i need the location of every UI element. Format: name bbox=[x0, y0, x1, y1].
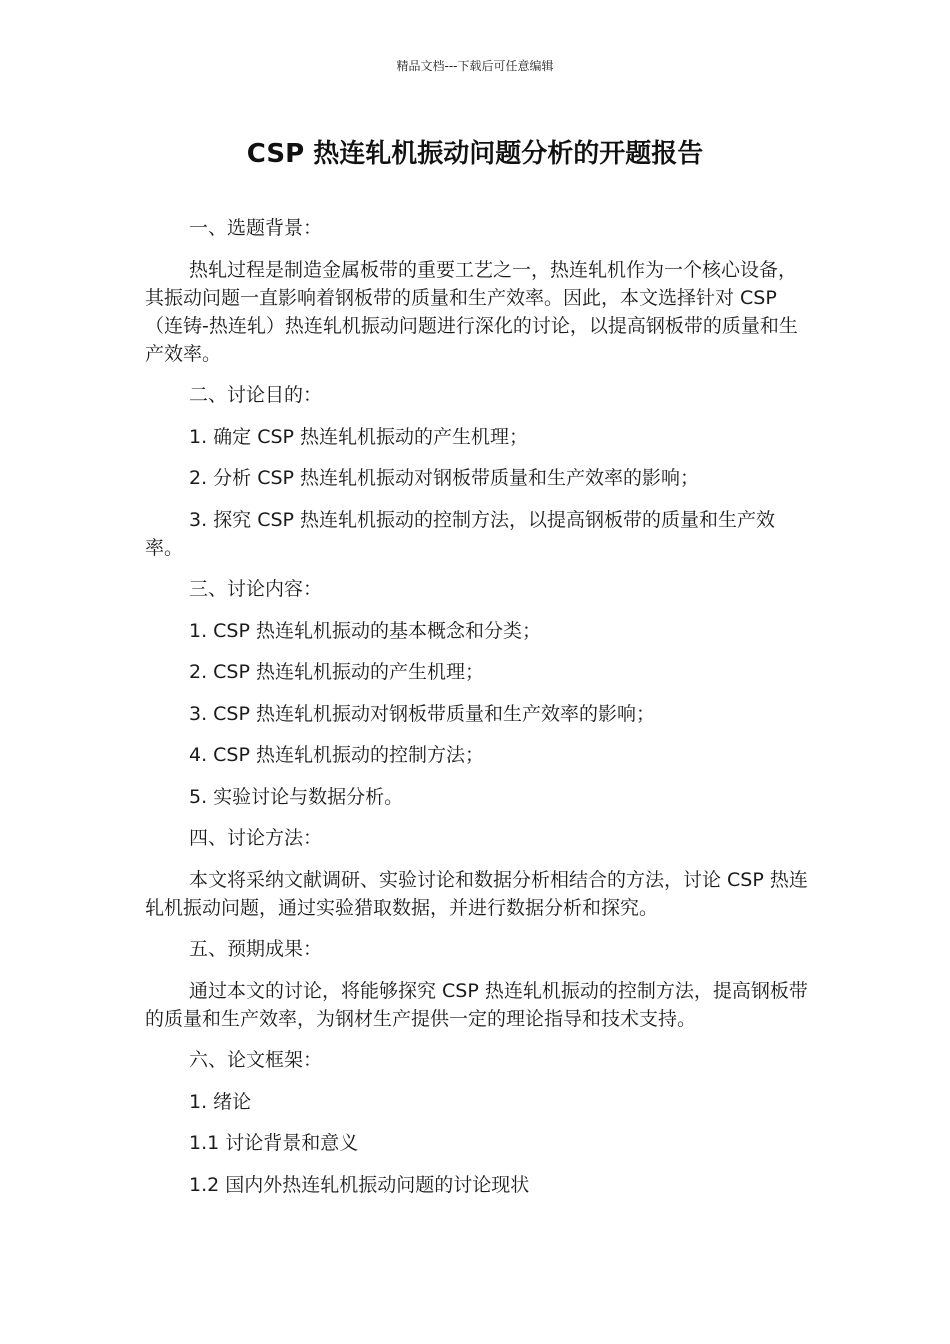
list-item: 2. CSP 热连轧机振动的产生机理； bbox=[189, 661, 484, 683]
list-item: 5. 实验讨论与数据分析。 bbox=[189, 785, 404, 808]
list-item: 2. 分析 CSP 热连轧机振动对钢板带质量和生产效率的影响； bbox=[189, 467, 700, 489]
section-heading-content: 三、讨论内容： bbox=[189, 578, 323, 600]
paragraph-background: 热轧过程是制造金属板带的重要工艺之一，热连轧机作为一个核心设备，其振动问题一直影响着钢板带的质量和生产效率。因此，本文选择针对 CSP（连铸-热连轧）热连轧机振动问题进行深化的讨论，以提高钢板带的质量和生产效率。 bbox=[145, 258, 798, 365]
list-item: 4. CSP 热连轧机振动的控制方法； bbox=[189, 744, 484, 766]
list-item: 1. 确定 CSP 热连轧机振动的产生机理； bbox=[189, 425, 529, 448]
document-title: CSP 热连轧机振动问题分析的开题报告 bbox=[246, 139, 704, 169]
list-item: 1. 绪论 bbox=[189, 1090, 252, 1113]
list-item: 1.2 国内外热连轧机振动问题的讨论现状 bbox=[189, 1173, 530, 1196]
section-heading-results: 五、预期成果： bbox=[189, 938, 323, 960]
list-item: 3. 探究 CSP 热连轧机振动的控制方法，以提高钢板带的质量和生产效率。 bbox=[145, 508, 776, 559]
section-heading-framework: 六、论文框架： bbox=[189, 1049, 323, 1071]
list-item: 1.1 讨论背景和意义 bbox=[189, 1132, 359, 1154]
page-header-note: 精品文档---下载后可任意编辑 bbox=[396, 59, 554, 73]
paragraph-method: 本文将采纳文献调研、实验讨论和数据分析相结合的方法，讨论 CSP 热连轧机振动问题，通过实验猎取数据，并进行数据分析和探究。 bbox=[145, 868, 808, 919]
section-heading-background: 一、选题背景： bbox=[189, 217, 323, 239]
document-body bbox=[145, 214, 810, 1212]
section-heading-purpose: 二、讨论目的： bbox=[189, 384, 323, 406]
list-item: 1. CSP 热连轧机振动的基本概念和分类； bbox=[189, 619, 541, 642]
section-heading-method: 四、讨论方法： bbox=[189, 827, 323, 849]
paragraph-results: 通过本文的讨论，将能够探究 CSP 热连轧机振动的控制方法，提高钢板带的质量和生产效率，为钢材生产提供一定的理论指导和技术支持。 bbox=[145, 979, 808, 1030]
list-item: 3. CSP 热连轧机振动对钢板带质量和生产效率的影响； bbox=[189, 702, 655, 725]
